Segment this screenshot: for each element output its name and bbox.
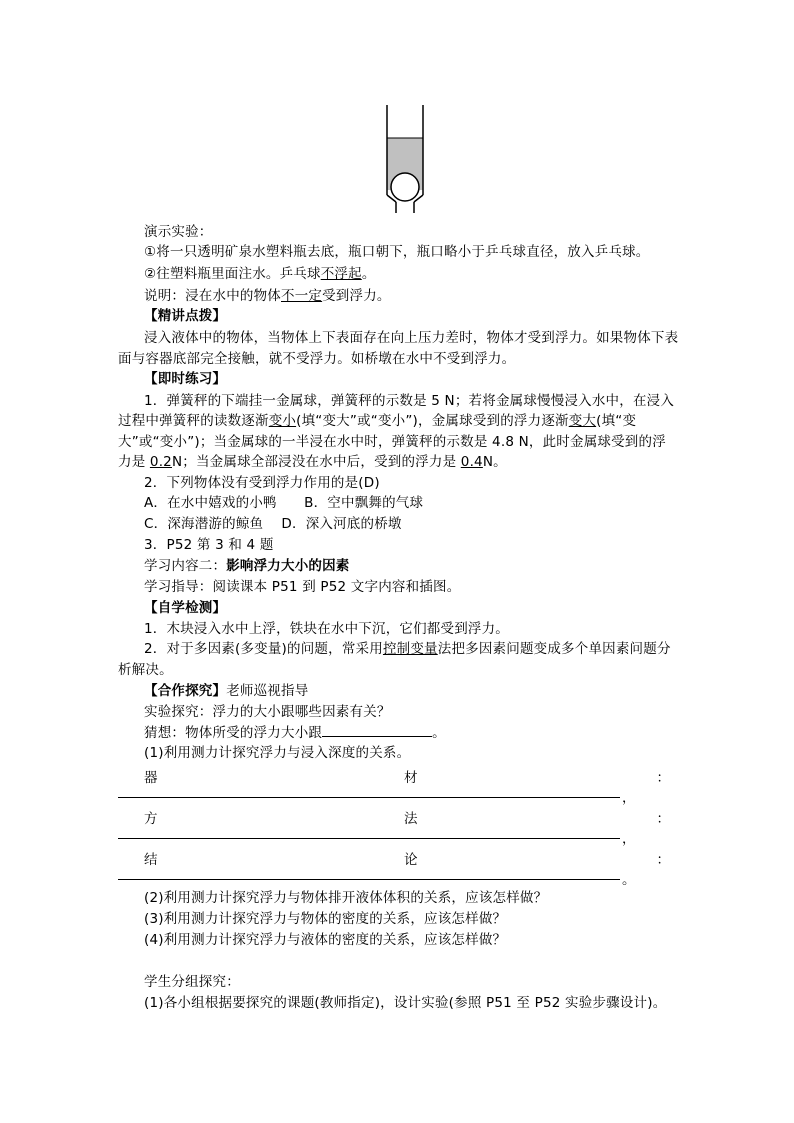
content2-guide: 学习指导：阅读课本 P51 到 P52 文字内容和插图。: [144, 579, 461, 595]
fill-row-equipment-blank[interactable]: [118, 797, 620, 798]
demo-step2: [144, 264, 704, 284]
jingjiang-line1: 浸入液体中的物体，当物体上下表面存在向上压力差时，物体才受到浮力。如果物体下表: [144, 330, 679, 346]
jishi-q1-line4: [118, 452, 678, 472]
q1-l2-text-a: 过程中弹簧秤的读数逐渐: [118, 413, 269, 429]
content2-label: 学习内容二：: [144, 558, 227, 574]
demo-note-answer: 不一定: [281, 288, 323, 304]
jishi-q1-line2: [118, 411, 678, 431]
demo-step2-text: ②往塑料瓶里面注水。乒乓球: [144, 266, 321, 282]
demo-step1: ①将一只透明矿泉水塑料瓶去底，瓶口朝下，瓶口略小于乒乓球直径，放入乒乓球。: [144, 244, 650, 260]
content2-title: 影响浮力大小的因素: [226, 558, 350, 574]
hezuo-header-tail: 老师巡视指导: [226, 683, 309, 699]
demo-note: [144, 286, 704, 306]
q1-l4-text-b: N；当金属球全部浸没在水中后，受到的浮力是: [171, 454, 461, 470]
q1-answer-1: 变小: [268, 413, 297, 429]
fill-row-conclusion-end: 。: [622, 872, 636, 888]
zixue-q2-answer: 控制变量: [382, 641, 438, 657]
hezuo-item1: (1)利用测力计探究浮力与浸入深度的关系。: [144, 745, 411, 761]
hezuo-experiment: 实验探究：浮力的大小跟哪些因素有关？: [144, 704, 391, 720]
guess-blank[interactable]: [322, 722, 432, 737]
q1-answer-4: 0.4: [460, 454, 483, 470]
bottle-ball-figure: [370, 100, 440, 215]
fill-row-equipment-end: ，: [622, 790, 636, 806]
zixue-q1: 1．木块浸入水中上浮，铁块在水中下沉，它们都受到浮力。: [144, 621, 509, 637]
zixue-q2-text-a: 2．对于多因素(多变量)的问题，常采用: [144, 641, 383, 657]
zixue-q2-line2: 析解决。: [118, 662, 173, 678]
jishi-q3: 3．P52 第 3 和 4 题: [144, 537, 274, 553]
fill-row-method-colon: ：: [656, 811, 670, 827]
jishi-q2-options-ab: A．在水中嬉戏的小鸭 B．空中飘舞的气球: [144, 495, 424, 511]
jingjiang-line2: 面与容器底部完全接触，就不受浮力。如桥墩在水中不受到浮力。: [118, 351, 516, 367]
demo-note-end: 受到浮力。: [322, 288, 391, 304]
zixue-q2-line1: [144, 639, 704, 659]
q1-l4-text-c: N。: [482, 454, 507, 470]
fill-row-conclusion: [118, 848, 670, 888]
fill-row-equipment: [118, 766, 670, 806]
jingjiang-header: 【精讲点拨】: [144, 308, 227, 324]
zixue-header: 【自学检测】: [144, 600, 227, 616]
hezuo-header: 【合作探究】: [144, 683, 227, 699]
hezuo-item4: (4)利用测力计探究浮力与液体的密度的关系，应该怎样做？: [144, 932, 507, 948]
q1-l2-text-c: (填“变: [596, 413, 637, 429]
q1-l4-text-a: 力是: [118, 454, 150, 470]
demo-title: 演示实验：: [144, 224, 213, 240]
ping-pong-ball: [391, 173, 419, 201]
q1-l2-text-b: (填“变大”或“变小”)，金属球受到的浮力逐渐: [296, 413, 569, 429]
fill-row-conclusion-colon: ：: [656, 852, 670, 868]
jishi-q2: 2．下列物体没有受到浮力作用的是(D): [144, 475, 380, 491]
jishi-header: 【即时练习】: [144, 371, 227, 387]
demo-step2-end: 。: [361, 266, 376, 282]
fill-row-equipment-label-1: 器: [144, 770, 158, 786]
fill-row-conclusion-label-2: 论: [404, 852, 418, 868]
fill-row-conclusion-label-1: 结: [144, 852, 158, 868]
fill-row-method-label-1: 方: [144, 811, 158, 827]
jishi-q2-options-cd: C．深海潜游的鲸鱼 D．深入河底的桥墩: [144, 516, 402, 532]
guess-text: 猜想：物体所受的浮力大小跟: [144, 725, 323, 741]
guess-end: 。: [432, 725, 446, 741]
content2-heading: [144, 556, 704, 576]
q1-answer-2: 变大: [568, 413, 597, 429]
q1-answer-3: 0.2: [149, 454, 172, 470]
group-item1: (1)各小组根据要探究的课题(教师指定)，设计实验(参照 P51 至 P52 实验步骤设计)。: [144, 995, 667, 1011]
hezuo-heading: [144, 681, 704, 701]
fill-row-method-blank[interactable]: [118, 838, 620, 839]
fill-row-method-label-2: 法: [404, 811, 418, 827]
zixue-q2-text-b: 法把多因素问题变成多个单因素问题分: [437, 641, 671, 657]
jishi-q1-line1: 1．弹簧秤的下端挂一金属球，弹簧秤的示数是 5 N；若将金属球慢慢浸入水中，在浸入: [144, 393, 675, 409]
demo-step2-answer: 不浮起: [320, 266, 362, 282]
demo-note-text: 说明：浸在水中的物体: [144, 288, 281, 304]
fill-row-equipment-colon: ：: [656, 770, 670, 786]
hezuo-item2: (2)利用测力计探究浮力与物体排开液体体积的关系，应该怎样做？: [144, 890, 548, 906]
fill-row-equipment-label-2: 材: [404, 770, 418, 786]
fill-row-method: [118, 807, 670, 847]
fill-row-method-end: ，: [622, 831, 636, 847]
jishi-q1-line3: 大”或“变小”)；当金属球的一半浸在水中时，弹簧秤的示数是 4.8 N，此时金属球受到的浮: [118, 434, 666, 450]
hezuo-guess: [144, 722, 704, 743]
hezuo-item3: (3)利用测力计探究浮力与物体的密度的关系，应该怎样做？: [144, 911, 507, 927]
fill-row-conclusion-blank[interactable]: [118, 879, 620, 880]
group-title: 学生分组探究：: [144, 974, 240, 990]
